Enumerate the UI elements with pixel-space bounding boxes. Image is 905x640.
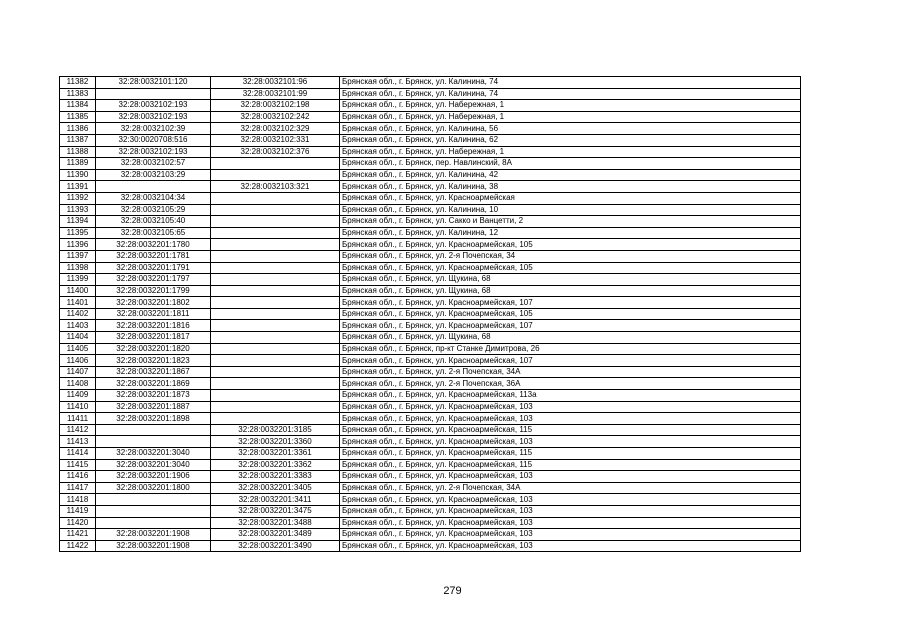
building-cadastral-number-cell xyxy=(211,285,340,297)
row-number-cell: 11387 xyxy=(60,134,96,146)
building-cadastral-number-cell: 32:28:0032103:321 xyxy=(211,181,340,193)
plot-cadastral-number-cell xyxy=(96,517,211,529)
table-row xyxy=(60,123,801,135)
row-number-cell: 11412 xyxy=(60,424,96,436)
table-row xyxy=(60,505,801,517)
building-cadastral-number-cell: 32:28:0032102:198 xyxy=(211,100,340,112)
row-number-cell: 11382 xyxy=(60,77,96,89)
building-cadastral-number-cell: 32:28:0032102:329 xyxy=(211,123,340,135)
building-cadastral-number-cell xyxy=(211,378,340,390)
table-row xyxy=(60,77,801,89)
address-cell: Брянская обл., г. Брянск, ул. Красноармейская, 103 xyxy=(340,505,801,517)
row-number-cell: 11389 xyxy=(60,158,96,170)
plot-cadastral-number-cell: 32:28:0032201:1869 xyxy=(96,378,211,390)
address-cell: Брянская обл., г. Брянск, ул. Красноармейская, 103 xyxy=(340,413,801,425)
table-row xyxy=(60,378,801,390)
plot-cadastral-number-cell: 32:28:0032103:29 xyxy=(96,169,211,181)
row-number-cell: 11410 xyxy=(60,401,96,413)
plot-cadastral-number-cell: 32:28:0032201:1908 xyxy=(96,529,211,541)
building-cadastral-number-cell: 32:28:0032102:242 xyxy=(211,111,340,123)
address-cell: Брянская обл., г. Брянск, ул. Калинина, 38 xyxy=(340,181,801,193)
row-number-cell: 11421 xyxy=(60,529,96,541)
table-row xyxy=(60,355,801,367)
plot-cadastral-number-cell: 32:28:0032201:1817 xyxy=(96,332,211,344)
building-cadastral-number-cell: 32:28:0032102:376 xyxy=(211,146,340,158)
building-cadastral-number-cell xyxy=(211,274,340,286)
plot-cadastral-number-cell: 32:28:0032201:1799 xyxy=(96,285,211,297)
building-cadastral-number-cell xyxy=(211,343,340,355)
building-cadastral-number-cell xyxy=(211,192,340,204)
building-cadastral-number-cell xyxy=(211,320,340,332)
row-number-cell: 11400 xyxy=(60,285,96,297)
address-cell: Брянская обл., г. Брянск, пр-кт Станке Димитрова, 26 xyxy=(340,343,801,355)
table-row xyxy=(60,436,801,448)
plot-cadastral-number-cell xyxy=(96,494,211,506)
plot-cadastral-number-cell: 32:28:0032201:3040 xyxy=(96,459,211,471)
table-row xyxy=(60,308,801,320)
building-cadastral-number-cell: 32:28:0032101:99 xyxy=(211,88,340,100)
address-cell: Брянская обл., г. Брянск, ул. Сакко и Ванцетти, 2 xyxy=(340,216,801,228)
plot-cadastral-number-cell: 32:28:0032102:193 xyxy=(96,146,211,158)
address-cell: Брянская обл., г. Брянск, ул. 2-я Почепская, 34 xyxy=(340,250,801,262)
plot-cadastral-number-cell: 32:28:0032201:1887 xyxy=(96,401,211,413)
plot-cadastral-number-cell: 32:28:0032102:57 xyxy=(96,158,211,170)
table-row xyxy=(60,146,801,158)
table-row xyxy=(60,227,801,239)
address-cell: Брянская обл., г. Брянск, ул. Набережная, 1 xyxy=(340,100,801,112)
row-number-cell: 11416 xyxy=(60,471,96,483)
plot-cadastral-number-cell: 32:28:0032201:1811 xyxy=(96,308,211,320)
building-cadastral-number-cell xyxy=(211,355,340,367)
table-row xyxy=(60,320,801,332)
address-cell: Брянская обл., г. Брянск, ул. Красноармейская, 115 xyxy=(340,448,801,460)
table-row xyxy=(60,390,801,402)
address-cell: Брянская обл., г. Брянск, ул. 2-я Почепская, 34А xyxy=(340,482,801,494)
table-row xyxy=(60,250,801,262)
plot-cadastral-number-cell: 32:28:0032201:1797 xyxy=(96,274,211,286)
row-number-cell: 11393 xyxy=(60,204,96,216)
plot-cadastral-number-cell: 32:28:0032201:1791 xyxy=(96,262,211,274)
row-number-cell: 11403 xyxy=(60,320,96,332)
address-cell: Брянская обл., г. Брянск, ул. 2-я Почепская, 36А xyxy=(340,378,801,390)
row-number-cell: 11420 xyxy=(60,517,96,529)
row-number-cell: 11411 xyxy=(60,413,96,425)
table-row xyxy=(60,366,801,378)
plot-cadastral-number-cell: 32:28:0032201:1898 xyxy=(96,413,211,425)
row-number-cell: 11409 xyxy=(60,390,96,402)
address-cell: Брянская обл., г. Брянск, ул. Калинина, 62 xyxy=(340,134,801,146)
address-cell: Брянская обл., г. Брянск, ул. Красноармейская, 103 xyxy=(340,517,801,529)
building-cadastral-number-cell xyxy=(211,169,340,181)
building-cadastral-number-cell: 32:28:0032201:3405 xyxy=(211,482,340,494)
row-number-cell: 11401 xyxy=(60,297,96,309)
address-cell: Брянская обл., г. Брянск, ул. Красноармейская, 107 xyxy=(340,320,801,332)
building-cadastral-number-cell xyxy=(211,413,340,425)
building-cadastral-number-cell xyxy=(211,216,340,228)
row-number-cell: 11384 xyxy=(60,100,96,112)
table-row xyxy=(60,181,801,193)
address-cell: Брянская обл., г. Брянск, ул. Красноармейская, 103 xyxy=(340,471,801,483)
building-cadastral-number-cell: 32:28:0032201:3383 xyxy=(211,471,340,483)
table-row xyxy=(60,448,801,460)
plot-cadastral-number-cell: 32:28:0032102:193 xyxy=(96,111,211,123)
building-cadastral-number-cell xyxy=(211,250,340,262)
address-cell: Брянская обл., г. Брянск, ул. Красноармейская, 105 xyxy=(340,239,801,251)
building-cadastral-number-cell: 32:28:0032201:3489 xyxy=(211,529,340,541)
table-row xyxy=(60,239,801,251)
building-cadastral-number-cell xyxy=(211,262,340,274)
plot-cadastral-number-cell: 32:28:0032104:34 xyxy=(96,192,211,204)
row-number-cell: 11396 xyxy=(60,239,96,251)
building-cadastral-number-cell xyxy=(211,297,340,309)
address-cell: Брянская обл., г. Брянск, ул. Красноармейская, 105 xyxy=(340,308,801,320)
table-row xyxy=(60,111,801,123)
building-cadastral-number-cell xyxy=(211,158,340,170)
row-number-cell: 11419 xyxy=(60,505,96,517)
plot-cadastral-number-cell: 32:28:0032105:40 xyxy=(96,216,211,228)
plot-cadastral-number-cell xyxy=(96,436,211,448)
building-cadastral-number-cell: 32:28:0032201:3488 xyxy=(211,517,340,529)
address-cell: Брянская обл., г. Брянск, ул. Красноармейская, 103 xyxy=(340,540,801,552)
row-number-cell: 11390 xyxy=(60,169,96,181)
table-row xyxy=(60,216,801,228)
table-row xyxy=(60,471,801,483)
table-row xyxy=(60,517,801,529)
row-number-cell: 11413 xyxy=(60,436,96,448)
document-page xyxy=(59,76,800,552)
table-row xyxy=(60,285,801,297)
address-cell: Брянская обл., г. Брянск, ул. Калинина, 56 xyxy=(340,123,801,135)
plot-cadastral-number-cell xyxy=(96,181,211,193)
row-number-cell: 11407 xyxy=(60,366,96,378)
page-number: 279 xyxy=(443,585,462,597)
address-cell: Брянская обл., г. Брянск, пер. Навлинский, 8А xyxy=(340,158,801,170)
plot-cadastral-number-cell: 32:28:0032105:65 xyxy=(96,227,211,239)
building-cadastral-number-cell xyxy=(211,308,340,320)
row-number-cell: 11399 xyxy=(60,274,96,286)
plot-cadastral-number-cell: 32:28:0032101:120 xyxy=(96,77,211,89)
plot-cadastral-number-cell xyxy=(96,424,211,436)
address-cell: Брянская обл., г. Брянск, ул. Красноармейская, 115 xyxy=(340,459,801,471)
building-cadastral-number-cell: 32:28:0032201:3490 xyxy=(211,540,340,552)
plot-cadastral-number-cell xyxy=(96,88,211,100)
building-cadastral-number-cell: 32:28:0032201:3362 xyxy=(211,459,340,471)
plot-cadastral-number-cell: 32:28:0032201:1823 xyxy=(96,355,211,367)
building-cadastral-number-cell: 32:28:0032101:96 xyxy=(211,77,340,89)
address-cell: Брянская обл., г. Брянск, ул. Щукина, 68 xyxy=(340,274,801,286)
address-cell: Брянская обл., г. Брянск, ул. Красноармейская, 107 xyxy=(340,297,801,309)
table-row xyxy=(60,100,801,112)
row-number-cell: 11418 xyxy=(60,494,96,506)
address-cell: Брянская обл., г. Брянск, ул. Красноармейская, 105 xyxy=(340,262,801,274)
table-row xyxy=(60,134,801,146)
address-cell: Брянская обл., г. Брянск, ул. Калинина, 10 xyxy=(340,204,801,216)
address-cell: Брянская обл., г. Брянск, ул. Красноармейская, 103 xyxy=(340,436,801,448)
table-row xyxy=(60,343,801,355)
address-cell: Брянская обл., г. Брянск, ул. Красноармейская, 107 xyxy=(340,355,801,367)
plot-cadastral-number-cell: 32:28:0032201:1816 xyxy=(96,320,211,332)
address-cell: Брянская обл., г. Брянск, ул. Красноармейская, 115 xyxy=(340,424,801,436)
row-number-cell: 11408 xyxy=(60,378,96,390)
plot-cadastral-number-cell: 32:28:0032201:1908 xyxy=(96,540,211,552)
plot-cadastral-number-cell: 32:28:0032201:1802 xyxy=(96,297,211,309)
table-row xyxy=(60,88,801,100)
row-number-cell: 11402 xyxy=(60,308,96,320)
plot-cadastral-number-cell: 32:28:0032201:3040 xyxy=(96,448,211,460)
table-row xyxy=(60,540,801,552)
table-row xyxy=(60,482,801,494)
table-row xyxy=(60,274,801,286)
plot-cadastral-number-cell: 32:28:0032201:1906 xyxy=(96,471,211,483)
plot-cadastral-number-cell: 32:28:0032201:1780 xyxy=(96,239,211,251)
row-number-cell: 11386 xyxy=(60,123,96,135)
plot-cadastral-number-cell: 32:28:0032201:1820 xyxy=(96,343,211,355)
row-number-cell: 11394 xyxy=(60,216,96,228)
address-cell: Брянская обл., г. Брянск, ул. Красноармейская, 103 xyxy=(340,529,801,541)
plot-cadastral-number-cell: 32:30:0020708:516 xyxy=(96,134,211,146)
address-cell: Брянская обл., г. Брянск, ул. Калинина, 74 xyxy=(340,88,801,100)
table-row xyxy=(60,169,801,181)
building-cadastral-number-cell xyxy=(211,204,340,216)
plot-cadastral-number-cell xyxy=(96,505,211,517)
row-number-cell: 11406 xyxy=(60,355,96,367)
row-number-cell: 11395 xyxy=(60,227,96,239)
table-row xyxy=(60,297,801,309)
address-cell: Брянская обл., г. Брянск, ул. Набережная, 1 xyxy=(340,146,801,158)
address-cell: Брянская обл., г. Брянск, ул. Красноармейская, 113а xyxy=(340,390,801,402)
building-cadastral-number-cell: 32:28:0032201:3411 xyxy=(211,494,340,506)
plot-cadastral-number-cell: 32:28:0032105:29 xyxy=(96,204,211,216)
address-cell: Брянская обл., г. Брянск, ул. Красноармейская xyxy=(340,192,801,204)
row-number-cell: 11415 xyxy=(60,459,96,471)
plot-cadastral-number-cell: 32:28:0032201:1873 xyxy=(96,390,211,402)
building-cadastral-number-cell xyxy=(211,227,340,239)
address-cell: Брянская обл., г. Брянск, ул. Калинина, 74 xyxy=(340,77,801,89)
row-number-cell: 11404 xyxy=(60,332,96,344)
table-row xyxy=(60,494,801,506)
row-number-cell: 11383 xyxy=(60,88,96,100)
building-cadastral-number-cell xyxy=(211,401,340,413)
address-cell: Брянская обл., г. Брянск, ул. Калинина, 12 xyxy=(340,227,801,239)
table-row xyxy=(60,158,801,170)
row-number-cell: 11391 xyxy=(60,181,96,193)
address-cell: Брянская обл., г. Брянск, ул. Калинина, 42 xyxy=(340,169,801,181)
cadastral-table xyxy=(59,76,801,552)
table-row xyxy=(60,413,801,425)
cadastral-table-body xyxy=(60,77,801,552)
plot-cadastral-number-cell: 32:28:0032201:1800 xyxy=(96,482,211,494)
building-cadastral-number-cell xyxy=(211,332,340,344)
row-number-cell: 11397 xyxy=(60,250,96,262)
plot-cadastral-number-cell: 32:28:0032102:193 xyxy=(96,100,211,112)
row-number-cell: 11405 xyxy=(60,343,96,355)
row-number-cell: 11392 xyxy=(60,192,96,204)
building-cadastral-number-cell xyxy=(211,366,340,378)
building-cadastral-number-cell: 32:28:0032102:331 xyxy=(211,134,340,146)
plot-cadastral-number-cell: 32:28:0032102:39 xyxy=(96,123,211,135)
table-row xyxy=(60,192,801,204)
building-cadastral-number-cell: 32:28:0032201:3475 xyxy=(211,505,340,517)
building-cadastral-number-cell: 32:28:0032201:3361 xyxy=(211,448,340,460)
building-cadastral-number-cell: 32:28:0032201:3360 xyxy=(211,436,340,448)
table-row xyxy=(60,332,801,344)
address-cell: Брянская обл., г. Брянск, ул. Красноармейская, 103 xyxy=(340,401,801,413)
row-number-cell: 11385 xyxy=(60,111,96,123)
row-number-cell: 11422 xyxy=(60,540,96,552)
row-number-cell: 11414 xyxy=(60,448,96,460)
table-row xyxy=(60,204,801,216)
address-cell: Брянская обл., г. Брянск, ул. Набережная, 1 xyxy=(340,111,801,123)
plot-cadastral-number-cell: 32:28:0032201:1867 xyxy=(96,366,211,378)
row-number-cell: 11417 xyxy=(60,482,96,494)
building-cadastral-number-cell xyxy=(211,390,340,402)
table-row xyxy=(60,262,801,274)
address-cell: Брянская обл., г. Брянск, ул. 2-я Почепская, 34А xyxy=(340,366,801,378)
address-cell: Брянская обл., г. Брянск, ул. Красноармейская, 103 xyxy=(340,494,801,506)
table-row xyxy=(60,459,801,471)
table-row xyxy=(60,401,801,413)
row-number-cell: 11388 xyxy=(60,146,96,158)
row-number-cell: 11398 xyxy=(60,262,96,274)
building-cadastral-number-cell: 32:28:0032201:3185 xyxy=(211,424,340,436)
table-row xyxy=(60,424,801,436)
address-cell: Брянская обл., г. Брянск, ул. Щукина, 68 xyxy=(340,332,801,344)
building-cadastral-number-cell xyxy=(211,239,340,251)
plot-cadastral-number-cell: 32:28:0032201:1781 xyxy=(96,250,211,262)
address-cell: Брянская обл., г. Брянск, ул. Щукина, 68 xyxy=(340,285,801,297)
table-row xyxy=(60,529,801,541)
